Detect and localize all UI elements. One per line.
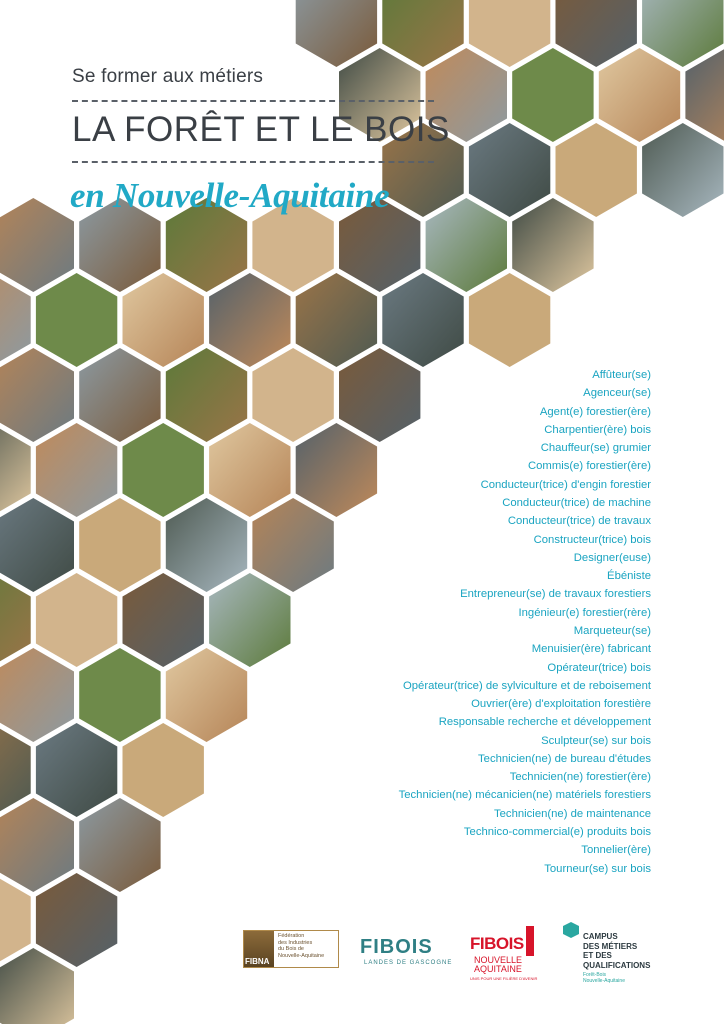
job-item: Constructeur(trice) bois	[533, 533, 651, 546]
job-item: Technico-commercial(e) produits bois	[463, 826, 651, 839]
photo-hexagon	[252, 348, 333, 442]
photo-hexagon	[0, 498, 74, 592]
photo-hexagon	[0, 198, 74, 292]
photo-hexagon	[123, 273, 204, 367]
photo-hexagon	[209, 423, 290, 517]
job-item: Entrepreneur(se) de travaux forestiers	[460, 588, 651, 601]
job-item: Ébéniste	[607, 570, 651, 583]
job-item: Ouvrier(ère) d'exploitation forestière	[471, 698, 651, 711]
photo-hexagon	[296, 273, 377, 367]
photo-hexagon	[382, 273, 463, 367]
job-item: Sculpteur(se) sur bois	[541, 734, 651, 747]
photo-hexagon	[36, 573, 117, 667]
fibna-logo	[243, 930, 339, 968]
job-item: Menuisier(ère) fabricant	[531, 643, 651, 656]
job-item: Tonnelier(ère)	[581, 844, 651, 857]
job-item: Charpentier(ère) bois	[544, 423, 651, 436]
photo-hexagon	[123, 423, 204, 517]
job-item: Technicien(ne) de maintenance	[494, 807, 651, 820]
job-item: Chauffeur(se) grumier	[540, 442, 651, 455]
job-list	[399, 366, 651, 878]
photo-hexagon	[209, 273, 290, 367]
fibna-text: Fédération des Industries du Bois de Nouvelle-Aquitaine	[278, 933, 325, 959]
photo-hexagon	[79, 498, 160, 592]
dashed-rule-bottom	[72, 161, 434, 163]
photo-hexagon	[469, 123, 550, 217]
campus-metiers-logo: CAMPUS DES MÉTIERS ET DES QUALIFICATIONS Forêt-Bois Nouvelle-Aquitaine	[563, 922, 673, 988]
photo-hexagon	[79, 798, 160, 892]
photo-hexagon	[469, 273, 550, 367]
job-item: Responsable recherche et développement	[438, 716, 651, 729]
job-item: Conducteur(trice) d'engin forestier	[480, 478, 651, 491]
job-item: Opérateur(trice) de sylviculture et de reboisement	[402, 679, 651, 692]
job-item: Opérateur(trice) bois	[547, 661, 651, 674]
photo-hexagon	[426, 198, 507, 292]
photo-hexagon	[166, 348, 247, 442]
job-item: Agent(e) forestier(ère)	[539, 405, 651, 418]
job-item: Commis(e) forestier(ère)	[527, 460, 651, 473]
kicker-text: Se former aux métiers	[72, 66, 264, 87]
partner-logos	[0, 918, 724, 988]
photo-hexagon	[166, 498, 247, 592]
fibois-nouvelle-aquitaine-logo: FIBOIS NOUVELLE AQUITAINE UNIS POUR UNE FILIÈRE D'AVENIR	[470, 928, 540, 982]
photo-hexagon	[166, 648, 247, 742]
photo-hexagon	[0, 648, 74, 742]
photo-hexagon	[209, 573, 290, 667]
photo-hexagon	[0, 348, 74, 442]
job-item: Technicien(ne) de bureau d'études	[478, 752, 651, 765]
photo-hexagon	[556, 123, 637, 217]
job-item: Designer(euse)	[573, 551, 651, 564]
photo-hexagon	[599, 48, 680, 142]
job-item: Agenceur(se)	[583, 387, 651, 400]
photo-hexagon	[252, 498, 333, 592]
exclamation-mark-shape	[526, 926, 534, 956]
photo-hexagon	[512, 198, 593, 292]
job-item: Ingénieur(e) forestier(rère)	[518, 606, 651, 619]
photo-hexagon	[36, 273, 117, 367]
job-item: Conducteur(trice) de travaux	[507, 515, 651, 528]
photo-hexagon	[512, 48, 593, 142]
photo-hexagon	[296, 423, 377, 517]
fibna-mark: FIBNA	[244, 931, 274, 967]
photo-hexagon	[79, 348, 160, 442]
page-title: LA FORÊT ET LE BOIS	[72, 110, 450, 149]
photo-hexagon	[36, 723, 117, 817]
job-item: Affûteur(se)	[592, 369, 651, 381]
job-item: Technicien(ne) mécanicien(ne) matériels forestiers	[398, 789, 651, 802]
job-item: Tourneur(se) sur bois	[544, 862, 651, 875]
photo-hexagon	[79, 648, 160, 742]
fibois-landes-logo: FIBOIS	[360, 936, 433, 958]
photo-hexagon	[642, 123, 723, 217]
job-item: Marqueteur(se)	[573, 624, 651, 637]
photo-hexagon	[123, 573, 204, 667]
fibois-landes-subtitle: LANDES DE GASCOGNE	[364, 960, 453, 966]
photo-hexagon	[36, 423, 117, 517]
region-script-title: en Nouvelle-Aquitaine	[70, 176, 390, 215]
campus-hexagon-icon	[563, 922, 579, 938]
dashed-rule-top	[72, 100, 434, 102]
job-item: Conducteur(trice) de machine	[502, 496, 651, 509]
job-item: Technicien(ne) forestier(ère)	[509, 771, 651, 784]
photo-hexagon	[0, 798, 74, 892]
photo-hexagon	[123, 723, 204, 817]
